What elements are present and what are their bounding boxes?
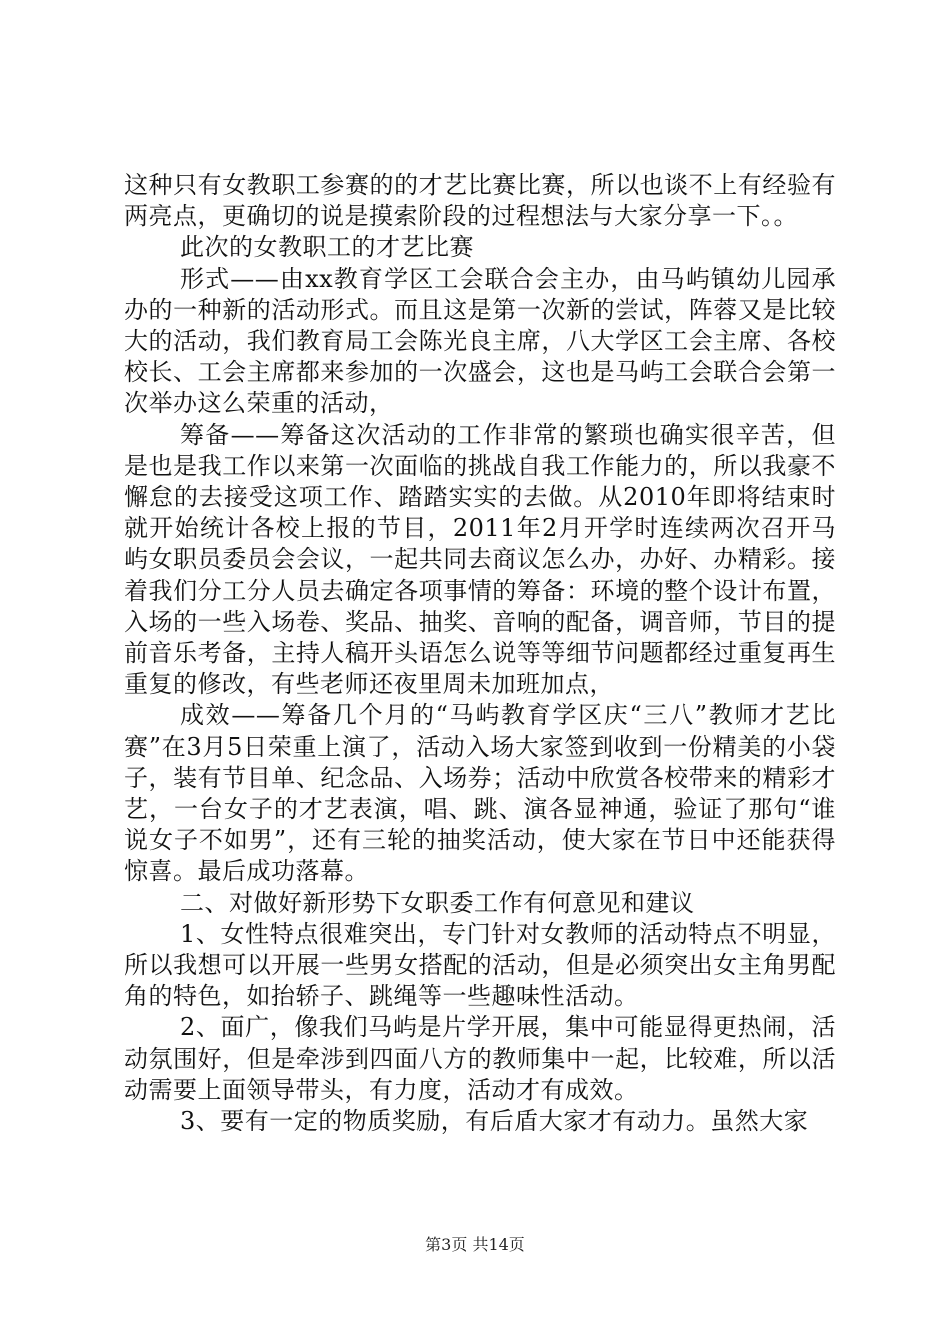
paragraph-results: 成效——筹备几个月的“马屿教育学区庆“三八”教师才艺比赛”在3月5日荣重上演了，活动入场大家签到收到一份精美的小袋子，装有节目单、纪念品、入场券；活动中欣赏各校带来的精彩才艺，一台女子的才艺表演，唱、跳、演各显神通，验证了那句“谁说女子不如男”，还有三轮的抽奖活动，使大家在节日中还能获得惊喜。最后成功落幕。 [124, 701, 836, 886]
paragraph-preparation: 筹备——筹备这次活动的工作非常的繁琐也确实很辛苦，但是也是我工作以来第一次面临的挑战自我工作能力的，所以我豪不懈怠的去接受这项工作、踏踏实实的去做。从2010年即将结束时就开始统计各校上报的节目，2011年2月开学时连续两次召开马屿女职员委员会会议，一起共同去商议怎么办，办好、办精彩。接着我们分工分人员去确定各项事情的筹备：环境的整个设计布置，入场的一些入场卷、奖品、抽奖、音响的配备，调音师，节目的提前音乐考备，主持人稿开头语怎么说等等细节问题都经过重复再生重复的修改，有些老师还夜里周未加班加点， [124, 420, 836, 699]
paragraph-intro: 这种只有女教职工参赛的的才艺比赛比赛，所以也谈不上有经验有两亮点，更确切的说是摸索阶段的过程想法与大家分享一下。。 [124, 171, 836, 231]
document-body [124, 170, 836, 1137]
paragraph-suggestion-2: 2、面广，像我们马屿是片学开展，集中可能显得更热闹，活动氛围好，但是牵涉到四面八方的教师集中一起，比较难，所以活动需要上面领导带头，有力度，活动才有成效。 [124, 1013, 836, 1104]
section-heading-suggestions: 二、对做好新形势下女职委工作有何意见和建议 [180, 888, 695, 917]
paragraph-heading-competition: 此次的女教职工的才艺比赛 [180, 233, 474, 262]
page-number: 第3页 共14页 [425, 1235, 525, 1254]
paragraph-suggestion-1: 1、女性特点很难突出，专门针对女教师的活动特点不明显，所以我想可以开展一些男女搭配的活动，但是必须突出女主角男配角的特色，如抬轿子、跳绳等一些趣味性活动。 [124, 919, 836, 1011]
paragraph-suggestion-3: 3、要有一定的物质奖励，有后盾大家才有动力。虽然大家 [180, 1107, 809, 1136]
page-footer [0, 1232, 950, 1255]
paragraph-form: 形式——由xx教育学区工会联合会主办，由马屿镇幼儿园承办的一种新的活动形式。而且这是第一次新的尝试，阵蓉又是比较大的活动，我们教育局工会陈光良主席，八大学区工会主席、各校校长、工会主席都来参加的一次盛会，这也是马屿工会联合会第一次举办这么荣重的活动， [124, 264, 836, 418]
